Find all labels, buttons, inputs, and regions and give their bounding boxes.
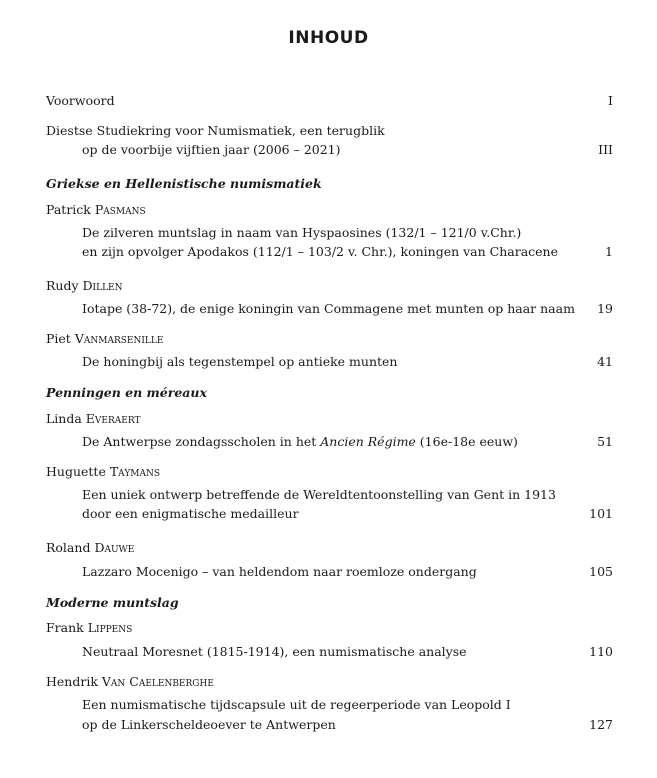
article-title: De honingbij als tegenstempel op antieke munten bbox=[82, 354, 398, 369]
author-first-name: Piet bbox=[46, 331, 71, 346]
page-number: 19 bbox=[597, 301, 613, 316]
page-number: 1 bbox=[605, 244, 613, 259]
page-number: 105 bbox=[589, 564, 613, 579]
article-title-italic: Ancien Régime bbox=[320, 434, 416, 449]
author-vancaelenberghe bbox=[46, 674, 214, 690]
article-title-line2: door een enigmatische medailleur bbox=[82, 506, 299, 521]
article-title-part: (16e-18e eeuw) bbox=[415, 434, 518, 449]
toc-entry-studiekring: Diestse Studiekring voor Numismatiek, een terugblik bbox=[46, 123, 385, 138]
section-heading-grieks: Griekse en Hellenistische numismatiek bbox=[46, 176, 322, 191]
author-first-name: Rudy bbox=[46, 278, 79, 293]
article-title-part: De Antwerpse zondagsscholen in het bbox=[82, 434, 321, 449]
author-dauwe bbox=[46, 540, 134, 556]
article-title: Lazzaro Mocenigo – van heldendom naar roemloze ondergang bbox=[82, 564, 477, 579]
author-last-name: Dillen bbox=[82, 278, 123, 293]
page-title: INHOUD bbox=[288, 28, 369, 48]
author-pasmans bbox=[46, 202, 146, 218]
author-first-name: Huguette bbox=[46, 464, 106, 479]
article-title-line2: en zijn opvolger Apodakos (112/1 – 103/2 v. Chr.), koningen van Characene bbox=[82, 244, 558, 259]
author-first-name: Hendrik bbox=[46, 674, 98, 689]
page-number: III bbox=[598, 142, 613, 157]
author-lippens bbox=[46, 620, 132, 636]
author-taymans bbox=[46, 464, 160, 480]
author-last-name: Taymans bbox=[109, 464, 161, 479]
article-title: Een numismatische tijdscapsule uit de regeerperiode van Leopold I bbox=[82, 697, 511, 712]
article-title-line2: op de Linkerscheldeoever te Antwerpen bbox=[82, 717, 336, 732]
article-title: Neutraal Moresnet (1815-1914), een numismatische analyse bbox=[82, 644, 467, 659]
author-last-name: Pasmans bbox=[94, 202, 146, 217]
page-number: 101 bbox=[589, 506, 613, 521]
author-last-name: Everaert bbox=[85, 411, 141, 426]
author-last-name: Vanmarsenille bbox=[74, 331, 164, 346]
article-title bbox=[82, 434, 613, 450]
article-title: Een uniek ontwerp betreffende de Wereldtentoonstelling van Gent in 1913 bbox=[82, 487, 556, 502]
toc-entry-voorwoord: Voorwoord bbox=[46, 93, 115, 108]
page-number: 51 bbox=[597, 434, 613, 449]
author-dillen bbox=[46, 278, 123, 294]
page-number: I bbox=[608, 93, 613, 108]
author-last-name: Dauwe bbox=[94, 540, 135, 555]
section-heading-penningen: Penningen en méreaux bbox=[46, 385, 207, 400]
toc-entry-studiekring-line2: op de voorbije vijftien jaar (2006 – 2021) bbox=[82, 142, 341, 157]
article-title: Iotape (38-72), de enige koningin van Commagene met munten op haar naam bbox=[82, 301, 575, 316]
section-heading-modern: Moderne muntslag bbox=[46, 595, 179, 610]
author-last-name: Van Caelenberghe bbox=[101, 674, 214, 689]
author-first-name: Roland bbox=[46, 540, 91, 555]
page-number: 127 bbox=[589, 717, 613, 732]
page-number: 110 bbox=[589, 644, 613, 659]
author-first-name: Linda bbox=[46, 411, 82, 426]
author-vanmarsenille bbox=[46, 331, 163, 347]
author-first-name: Frank bbox=[46, 620, 84, 635]
author-everaert bbox=[46, 411, 140, 427]
author-last-name: Lippens bbox=[87, 620, 133, 635]
article-title: De zilveren muntslag in naam van Hyspaosines (132/1 – 121/0 v.Chr.) bbox=[82, 225, 522, 240]
author-first-name: Patrick bbox=[46, 202, 91, 217]
page-number: 41 bbox=[597, 354, 613, 369]
